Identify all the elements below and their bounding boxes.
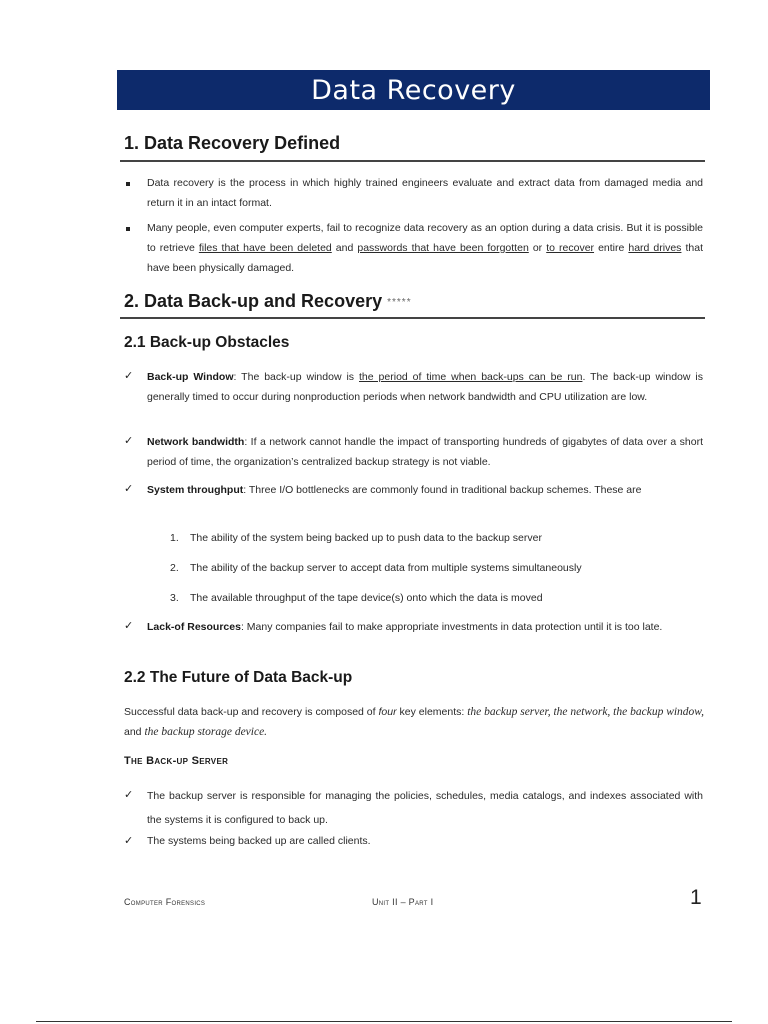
backup-server-heading: The Back-up Server [124,755,229,767]
section-1-heading: 1. Data Recovery Defined [124,133,341,153]
list-number: 2. [170,562,179,574]
checkmark-icon: ✓ [124,482,134,495]
bottleneck-item-1: The ability of the system being backed up to push data to the backup server [190,532,542,544]
checkmark-icon: ✓ [124,834,134,847]
obstacle-network-bandwidth: Network bandwidth: If a network cannot handle the impact of transporting hundreds of gigabytes of data over a short period of time, the organization’s centralized backup strategy is not viable. [147,436,703,468]
square-bullet-icon [126,182,130,186]
stars-rating: ***** [387,296,412,308]
subsection-2-2-heading: 2.2 The Future of Data Back-up [124,669,353,686]
square-bullet-icon [126,227,130,231]
link-passwords-forgotten[interactable]: passwords that have been forgotten [357,242,529,254]
section-1-rule [120,160,705,162]
bottleneck-item-2: The ability of the backup server to accept data from multiple systems simultaneously [190,562,582,574]
server-bullet-2: The systems being backed up are called clients. [147,835,371,847]
document-title: Data Recovery [117,70,710,110]
list-number: 3. [170,592,179,604]
section-2-heading: 2. Data Back-up and Recovery ***** [124,291,412,311]
link-files-deleted[interactable]: files that have been deleted [198,242,332,254]
footer-unit: Unit II – Part I [372,897,434,907]
list-number: 1. [170,532,179,544]
checkmark-icon: ✓ [124,788,134,801]
link-to-recover[interactable]: to recover [546,242,595,254]
checkmark-icon: ✓ [124,619,134,632]
bottleneck-item-3: The available throughput of the tape device(s) onto which the data is moved [190,592,543,604]
checkmark-icon: ✓ [124,434,134,447]
link-hard-drives[interactable]: hard drives [628,242,682,254]
subsection-2-1-heading: 2.1 Back-up Obstacles [124,334,290,351]
server-bullet-1: The backup server is responsible for managing the policies, schedules, media catalogs, and indexes associated with the systems it is configured to back up. [147,790,703,826]
sec1-bullet-2: Many people, even computer experts, fail to recognize data recovery as an option during a data crisis. But it is possible to retrieve files that have been deleted and passwords that have been forgotten or to recover entire hard drives that have been physically damaged. [147,222,703,274]
page-number: 1 [690,886,702,909]
sec1-bullet-1: Data recovery is the process in which highly trained engineers evaluate and extract data from damaged media and return it in an intact format. [147,177,703,209]
footer-course: Computer Forensics [124,897,206,907]
obstacle-system-throughput: System throughput: Three I/O bottlenecks are commonly found in traditional backup schemes. These are [147,484,642,496]
section-2-rule [120,317,705,319]
future-paragraph: Successful data back-up and recovery is composed of four key elements: the backup server, the network, the backup window, and the backup storage device. [124,706,704,738]
obstacle-lack-of-resources: Lack-of Resources: Many companies fail to make appropriate investments in data protection until it is too late. [147,621,663,633]
checkmark-icon: ✓ [124,369,134,382]
page-bottom-divider [36,1021,732,1022]
obstacle-backup-window: Back-up Window: The back-up window is the period of time when back-ups can be run. The back-up window is generally timed to occur during nonproduction periods when network bandwidth and CPU utilization are low. [147,371,703,403]
